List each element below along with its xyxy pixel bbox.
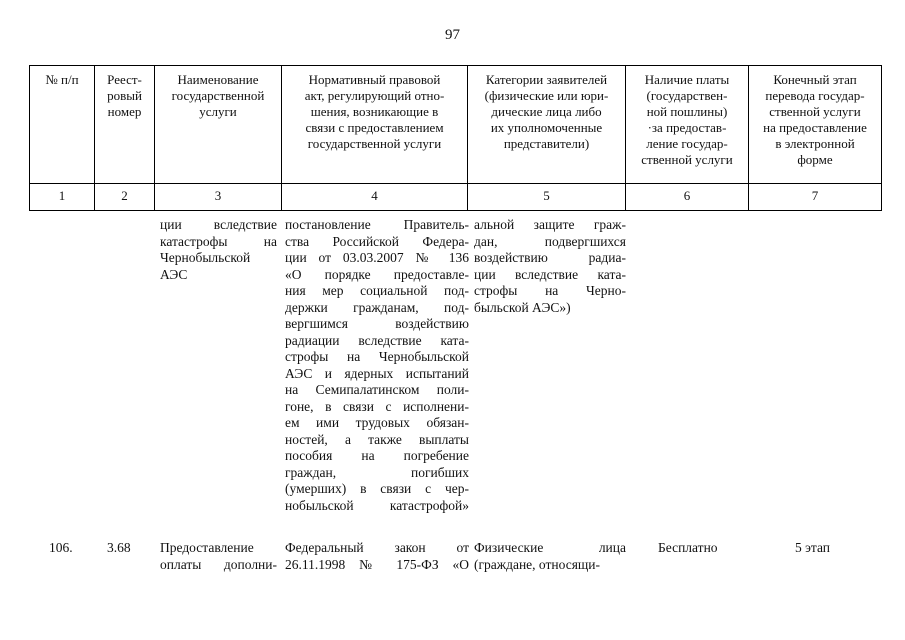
continuation-service-name: ции вследствие катастрофы на Чернобыльской АЭС xyxy=(160,217,277,282)
service-name: Предоставление оплаты дополни- xyxy=(160,540,277,572)
fee-status: Бесплатно xyxy=(658,540,718,555)
header-col-registry: Реест- ровый номер xyxy=(95,66,155,184)
registry-number: 3.68 xyxy=(107,540,131,555)
col-num-5: 5 xyxy=(468,184,626,211)
page-number: 97 xyxy=(445,27,460,43)
header-col-number: № п/п xyxy=(30,66,95,184)
continuation-legal-act: постановление Правитель- ства Российской Федера- ции от 03.03.2007 № 136 «О порядке предоставле- ния мер социальной под- держки гражданам, под- вергшимся воздействию радиации вследствие ката- строфы на Чернобыльской АЭС и ядерных испытаний на Семипалатинском поли- гоне, в связи с исполнени- ем ими трудовых обязан- ностей, а также выплаты пособия на погребение граждан, погибших (умерших) в связи с чер- нобыльской катастрофой» xyxy=(285,217,469,513)
col-num-3: 3 xyxy=(155,184,282,211)
col-num-4: 4 xyxy=(282,184,468,211)
header-col-service-name: Наименование государственной услуги xyxy=(155,66,282,184)
col-num-7: 7 xyxy=(749,184,882,211)
header-row xyxy=(30,66,882,184)
legal-act: Федеральный закон от 26.11.1998 № 175-ФЗ «О xyxy=(285,540,469,572)
applicants: Физические лица (граждане, относящи- xyxy=(474,540,626,572)
header-col-fee: Наличие платы (государствен- ной пошлины) ·за предостав- ление государ- ственной услуги xyxy=(626,66,749,184)
header-col-applicants: Категории заявителей (физические или юри- дические лица либо их уполномоченные представители) xyxy=(468,66,626,184)
row-number: 106. xyxy=(49,540,73,555)
continuation-applicants: альной защите граж- дан, подвергшихся воздействию радиа- ции вследствие ката- строфы на Черно- быльской АЭС») xyxy=(474,217,626,315)
col-num-1: 1 xyxy=(30,184,95,211)
header-col-legal-act: Нормативный правовой акт, регулирующий отно- шения, возникающие в связи с предоставлением государственной услуги xyxy=(282,66,468,184)
services-table-header xyxy=(29,65,882,211)
column-number-row xyxy=(30,184,882,211)
final-stage: 5 этап xyxy=(795,540,831,555)
header-col-final-stage: Конечный этап перевода государ- ственной услуги на предоставление в электронной форме xyxy=(749,66,882,184)
col-num-6: 6 xyxy=(626,184,749,211)
col-num-2: 2 xyxy=(95,184,155,211)
